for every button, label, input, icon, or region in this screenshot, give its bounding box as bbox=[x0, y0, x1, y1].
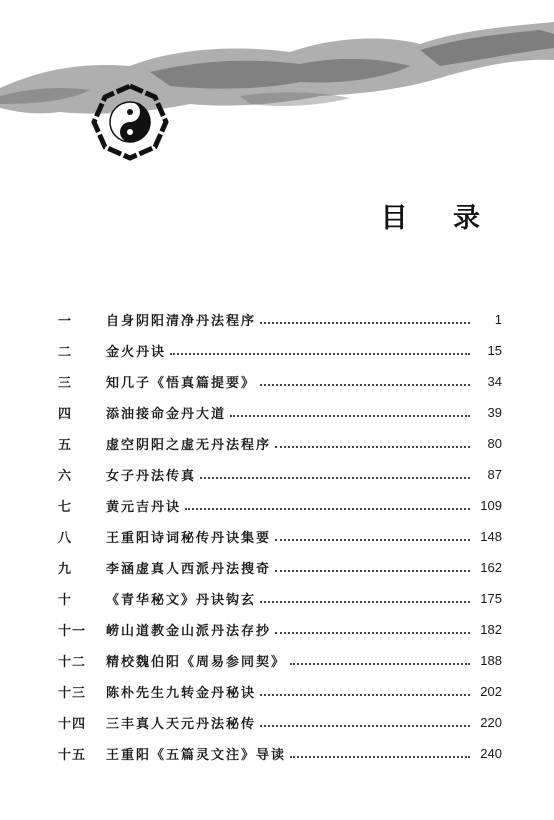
dot-leader bbox=[260, 724, 470, 727]
dot-leader bbox=[230, 414, 470, 417]
toc-entry-page: 182 bbox=[480, 622, 502, 637]
toc-entry-page: 39 bbox=[487, 405, 502, 420]
toc-entry-title: 三丰真人天元丹法秘传 bbox=[106, 717, 257, 732]
toc-entry-page: 175 bbox=[480, 591, 502, 606]
toc-entry-page: 148 bbox=[480, 529, 502, 544]
toc-entry-page: 202 bbox=[480, 684, 502, 699]
toc-entry-title: 王重阳诗词秘传丹诀集要 bbox=[106, 531, 272, 546]
toc-entry[interactable] bbox=[58, 552, 502, 583]
toc-entry-title: 《青华秘文》丹诀钩玄 bbox=[106, 593, 257, 608]
toc-entry[interactable] bbox=[58, 366, 502, 397]
toc-entry[interactable] bbox=[58, 490, 502, 521]
dot-leader bbox=[260, 693, 470, 696]
toc-entry-number: 九 bbox=[58, 562, 73, 577]
toc-entry[interactable] bbox=[58, 397, 502, 428]
toc-entry[interactable] bbox=[58, 645, 502, 676]
toc-entry-number: 十 bbox=[58, 593, 73, 608]
toc-entry[interactable] bbox=[58, 614, 502, 645]
toc-entry-number: 五 bbox=[58, 438, 73, 453]
toc-entry-number: 十五 bbox=[58, 748, 87, 763]
toc-entry[interactable] bbox=[58, 676, 502, 707]
toc-entry-number: 十四 bbox=[58, 717, 87, 732]
toc-entry-title: 自身阴阳清净丹法程序 bbox=[106, 314, 257, 329]
toc-entry-page: 109 bbox=[480, 498, 502, 513]
table-of-contents bbox=[58, 304, 502, 769]
dot-leader bbox=[275, 538, 470, 541]
toc-entry-page: 1 bbox=[494, 312, 502, 327]
dot-leader bbox=[185, 507, 470, 510]
toc-entry[interactable] bbox=[58, 583, 502, 614]
toc-entry[interactable] bbox=[58, 459, 502, 490]
dot-leader bbox=[260, 321, 470, 324]
toc-entry[interactable] bbox=[58, 521, 502, 552]
toc-entry-title: 金火丹诀 bbox=[106, 345, 167, 360]
dot-leader bbox=[170, 352, 470, 355]
toc-entry-page: 240 bbox=[480, 746, 502, 761]
toc-entry-title: 添油接命金丹大道 bbox=[106, 407, 227, 422]
toc-entry-number: 八 bbox=[58, 531, 73, 546]
dot-leader bbox=[275, 631, 470, 634]
ink-cloud-decoration bbox=[0, 22, 554, 114]
toc-entry-title: 陈朴先生九转金丹秘诀 bbox=[106, 686, 257, 701]
toc-entry-page: 220 bbox=[480, 715, 502, 730]
page-title: 目 录 bbox=[380, 203, 498, 234]
toc-entry-number: 十二 bbox=[58, 655, 87, 670]
dot-leader bbox=[260, 600, 470, 603]
toc-entry[interactable] bbox=[58, 304, 502, 335]
toc-entry-number: 十一 bbox=[58, 624, 87, 639]
header-banner bbox=[0, 0, 554, 170]
dot-leader bbox=[260, 383, 470, 386]
toc-entry-title: 虚空阴阳之虚无丹法程序 bbox=[106, 438, 272, 453]
dot-leader bbox=[275, 569, 470, 572]
toc-entry-page: 80 bbox=[487, 436, 502, 451]
toc-entry-number: 十三 bbox=[58, 686, 87, 701]
toc-entry-title: 精校魏伯阳《周易参同契》 bbox=[106, 655, 287, 670]
toc-entry-number: 六 bbox=[58, 469, 73, 484]
toc-entry-number: 七 bbox=[58, 500, 73, 515]
toc-entry-page: 188 bbox=[480, 653, 502, 668]
toc-entry-title: 女子丹法传真 bbox=[106, 469, 197, 484]
dot-leader bbox=[290, 662, 470, 665]
toc-entry-page: 87 bbox=[487, 467, 502, 482]
toc-entry-number: 一 bbox=[58, 314, 73, 329]
toc-entry[interactable] bbox=[58, 428, 502, 459]
toc-entry-number: 四 bbox=[58, 407, 73, 422]
dot-leader bbox=[275, 445, 470, 448]
toc-entry-page: 162 bbox=[480, 560, 502, 575]
toc-entry-title: 知几子《悟真篇提要》 bbox=[106, 376, 257, 391]
toc-entry-number: 三 bbox=[58, 376, 73, 391]
toc-entry-title: 王重阳《五篇灵文注》导读 bbox=[106, 748, 287, 763]
toc-entry-title: 李涵虚真人西派丹法搜奇 bbox=[106, 562, 272, 577]
toc-entry-title: 黄元吉丹诀 bbox=[106, 500, 182, 515]
dot-leader bbox=[200, 476, 470, 479]
toc-entry-page: 15 bbox=[487, 343, 502, 358]
toc-entry-page: 34 bbox=[487, 374, 502, 389]
toc-entry-number: 二 bbox=[58, 345, 73, 360]
toc-entry[interactable] bbox=[58, 707, 502, 738]
toc-entry[interactable] bbox=[58, 738, 502, 769]
toc-entry-title: 崂山道教金山派丹法存抄 bbox=[106, 624, 272, 639]
toc-entry[interactable] bbox=[58, 335, 502, 366]
dot-leader bbox=[290, 755, 470, 758]
